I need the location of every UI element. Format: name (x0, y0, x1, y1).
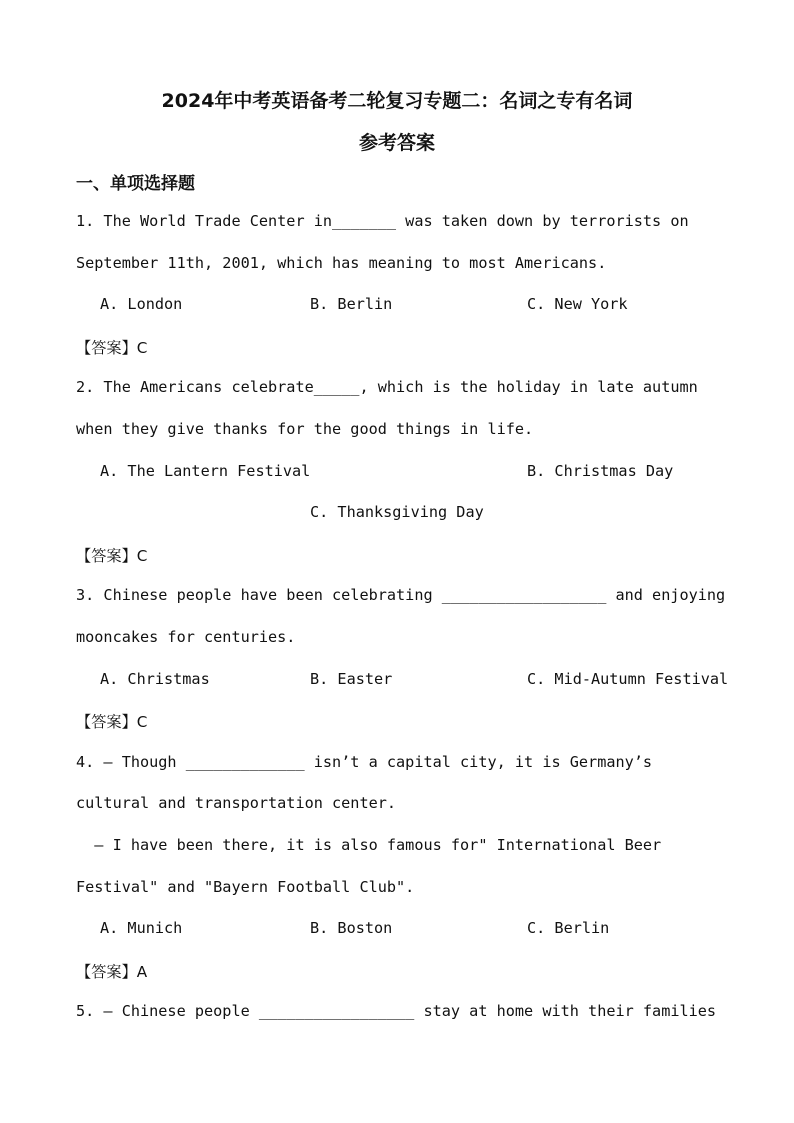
question-2-option-b: B. Christmas Day (527, 462, 674, 480)
question-4-option-b: B. Boston (310, 919, 393, 937)
question-4-line-2: cultural and transportation center. (76, 794, 397, 812)
question-4-option-c: C. Berlin (527, 919, 610, 937)
document-subtitle: 参考答案 (358, 132, 435, 154)
question-3-option-c: C. Mid-Autumn Festival (527, 670, 729, 688)
question-3-line-1: 3. Chinese people have been celebrating __________________ and enjoying (76, 586, 726, 604)
question-1-option-c: C. New York (527, 295, 628, 313)
question-1-option-b: B. Berlin (310, 295, 393, 313)
question-2-option-a: A. The Lantern Festival (100, 462, 311, 480)
question-2-line-2: when they give thanks for the good things in life. (76, 420, 534, 438)
question-3-option-b: B. Easter (310, 670, 393, 688)
question-2-line-1: 2. The Americans celebrate_____, which is the holiday in late autumn (76, 378, 698, 396)
question-3-answer: 【答案】C (76, 713, 148, 731)
question-1-line-1: 1. The World Trade Center in_______ was taken down by terrorists on (76, 212, 689, 230)
question-5-line-1: 5. — Chinese people _________________ stay at home with their families (76, 1002, 717, 1020)
question-3-line-2: mooncakes for centuries. (76, 628, 296, 646)
question-4-answer: 【答案】A (76, 963, 148, 981)
question-4-line-3: — I have been there, it is also famous for" International Beer (76, 836, 662, 854)
question-4-line-4: Festival" and "Bayern Football Club". (76, 878, 415, 896)
question-4-line-1: 4. — Though _____________ isn’t a capital city, it is Germany’s (76, 753, 653, 771)
question-3-option-a: A. Christmas (100, 670, 210, 688)
section-heading: 一、单项选择题 (76, 174, 195, 194)
question-1-option-a: A. London (100, 295, 183, 313)
document-title: 2024年中考英语备考二轮复习专题二：名词之专有名词 (161, 90, 633, 112)
question-4-option-a: A. Munich (100, 919, 183, 937)
question-2-option-c: C. Thanksgiving Day (310, 503, 484, 521)
question-1-line-2: September 11th, 2001, which has meaning to most Americans. (76, 254, 607, 272)
question-1-answer: 【答案】C (76, 339, 148, 357)
question-2-answer: 【答案】C (76, 547, 148, 565)
